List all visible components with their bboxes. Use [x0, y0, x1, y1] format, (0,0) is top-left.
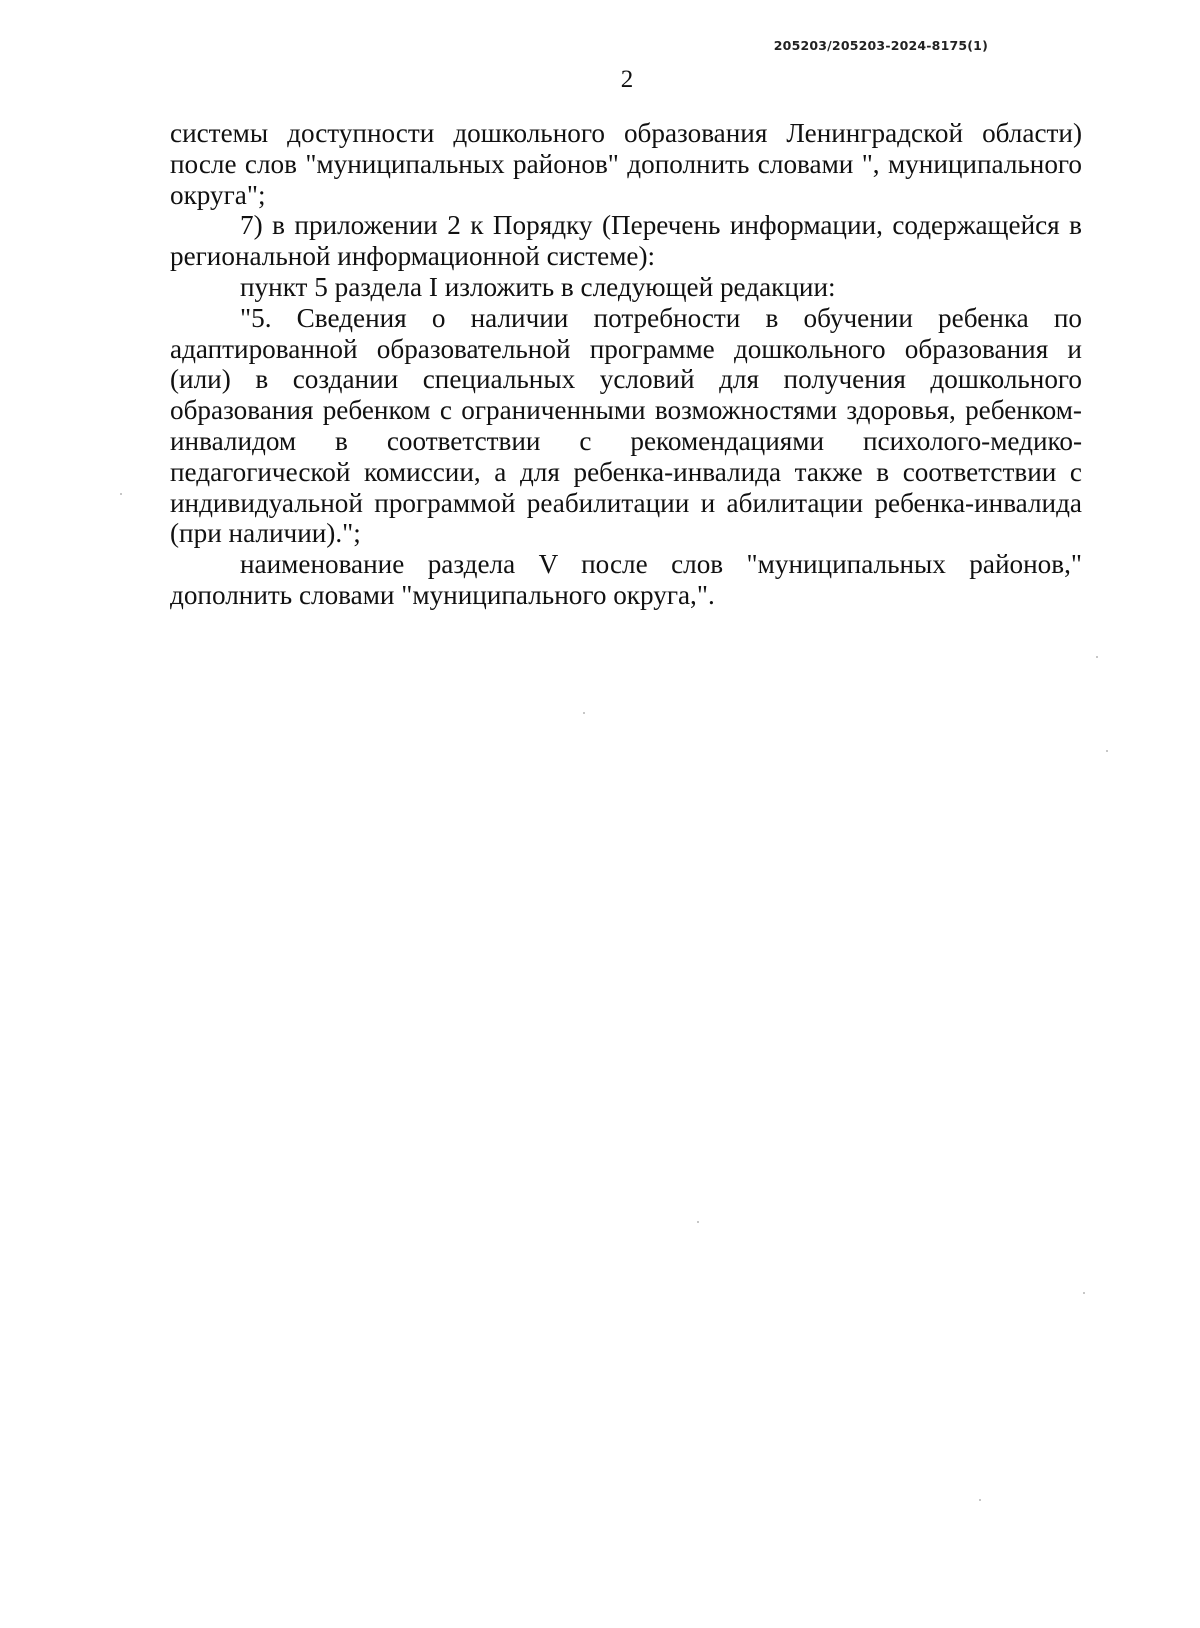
scan-speck [1096, 656, 1098, 658]
paragraph-section-point: пункт 5 раздела I изложить в следующей редакции: [240, 271, 836, 302]
paragraph-quoted-point-5: "5. Сведения о наличии потребности в обучении ребенка по адаптированной образовательной программе дошкольного образования и (или) в создании специальных условий для получения дошкольного образования ребенком с ограниченными возможностями здоровья, ребенком-инвалидом в соответствии с рекомендациями психолого-медико-педагогической комиссии, а для ребенка-инвалида также в соответствии с индивидуальной программой реабилитации и абилитации ребенка-инвалида (при наличии)."; [170, 302, 1082, 549]
paragraph-item-7: 7) в приложении 2 к Порядку (Перечень информации, содержащейся в региональной информационной системе): [170, 210, 1082, 272]
scan-speck [1106, 750, 1108, 752]
scan-speck [979, 1499, 981, 1501]
document-id: 205203/205203-2024-8175(1) [773, 38, 988, 53]
document-body [170, 118, 1082, 611]
scan-speck [583, 712, 585, 714]
scan-speck [697, 1221, 699, 1223]
paragraph-section-v-title: наименование раздела V после слов "муниципальных районов," дополнить словами "муниципального округа,". [170, 549, 1082, 610]
page-number: 2 [620, 66, 634, 93]
scan-speck [120, 493, 122, 495]
scan-speck [1083, 1292, 1085, 1294]
paragraph-continuation: системы доступности дошкольного образования Ленинградской области) после слов "муниципальных районов" дополнить словами ", муниципального округа"; [170, 118, 1082, 210]
